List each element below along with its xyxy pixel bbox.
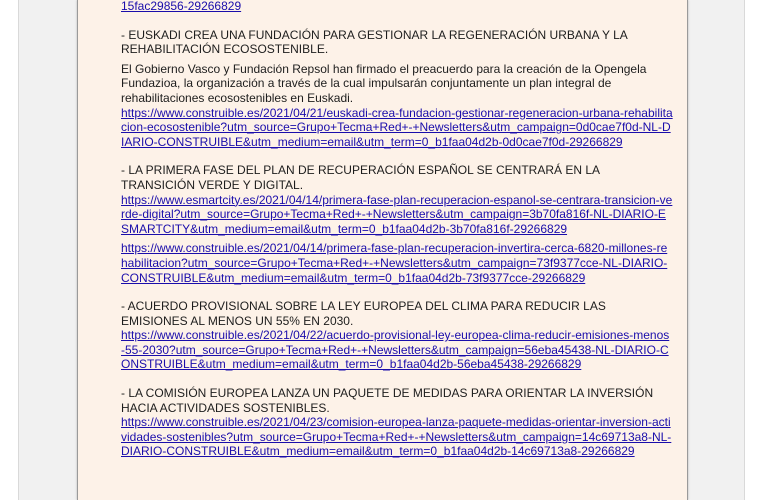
article-link[interactable]: 15fac29856-29266829 [121, 0, 242, 13]
article-link[interactable]: https://www.construible.es/2021/04/14/primera-fase-plan-recuperacion-invertira-cerca-6820-millones-rehabilitacion?utm_source=Grupo+Tecma+Red+-+Newsletters&utm_campaign=73f9377cce-NL-DIARIO-CONSTRUIBLE&utm_medium=email&utm_term=0_b1faa04d2b-73f9377cce-29266829 [121, 241, 668, 285]
article-link[interactable]: https://www.construible.es/2021/04/22/acuerdo-provisional-ley-europea-clima-reducir-emisiones-menos-55-2030?utm_source=Grupo+Tecma+Red+-+Newsletters&utm_campaign=56eba45438-NL-DIARIO-CONSTRUIBLE&utm_medium=email&utm_term=0_b1faa04d2b-56eba45438-29266829 [121, 328, 670, 372]
article-title: - ACUERDO PROVISIONAL SOBRE LA LEY EUROPEA DEL CLIMA PARA REDUCIR LAS EMISIONES AL MENOS UN 55% EN 2030. [121, 299, 606, 328]
article-plan-recuperacion [121, 163, 673, 285]
article-title: - LA COMISIÓN EUROPEA LANZA UN PAQUETE DE MEDIDAS PARA ORIENTAR LA INVERSIÓN HACIA ACTIVIDADES SOSTENIBLES. [121, 386, 654, 415]
newsletter-content [121, 0, 673, 459]
article-title: - LA PRIMERA FASE DEL PLAN DE RECUPERACIÓN ESPAÑOL SE CENTRARÁ EN LA TRANSICIÓN VERDE Y DIGITAL. [121, 163, 600, 192]
article-link[interactable]: https://www.construible.es/2021/04/21/euskadi-crea-fundacion-gestionar-regeneracion-urbana-rehabilitacion-ecosostenible?utm_source=Grupo+Tecma+Red+-+Newsletters&utm_campaign=0d0cae7f0d-NL-DIARIO-CONSTRUIBLE&utm_medium=email&utm_term=0_b1faa04d2b-0d0cae7f0d-29266829 [121, 105, 673, 149]
article-comision-europea [121, 386, 673, 459]
article-link[interactable]: https://www.construible.es/2021/04/23/comision-europea-lanza-paquete-medidas-orientar-inversion-actividades-sostenibles?utm_source=Grupo+Tecma+Red+-+Newsletters&utm_campaign=14c69713a8-NL-DIARIO-CONSTRUIBLE&utm_medium=email&utm_term=0_b1faa04d2b-14c69713a8-29266829 [121, 415, 672, 459]
article-body: El Gobierno Vasco y Fundación Repsol han firmado el preacuerdo para la creación de la Opengela Fundazioa, la organización a través de la cual impulsarán conjuntamente un plan integral de rehabilitaciones ecosostenibles en Euskadi. [121, 61, 647, 105]
article-ley-clima [121, 299, 673, 372]
article-title: - EUSKADI CREA UNA FUNDACIÓN PARA GESTIONAR LA REGENERACIÓN URBANA Y LA REHABILITACIÓN ECOSOSTENIBLE. [121, 27, 628, 57]
article-euskadi [121, 28, 673, 150]
article-link[interactable]: https://www.esmartcity.es/2021/04/14/primera-fase-plan-recuperacion-espanol-se-centrara-transicion-verde-digital?utm_source=Grupo+Tecma+Red+-+Newsletters&utm_campaign=3b70fa816f-NL-DIARIO-ESMARTCITY&utm_medium=email&utm_term=0_b1faa04d2b-3b70fa816f-29266829 [121, 192, 673, 236]
